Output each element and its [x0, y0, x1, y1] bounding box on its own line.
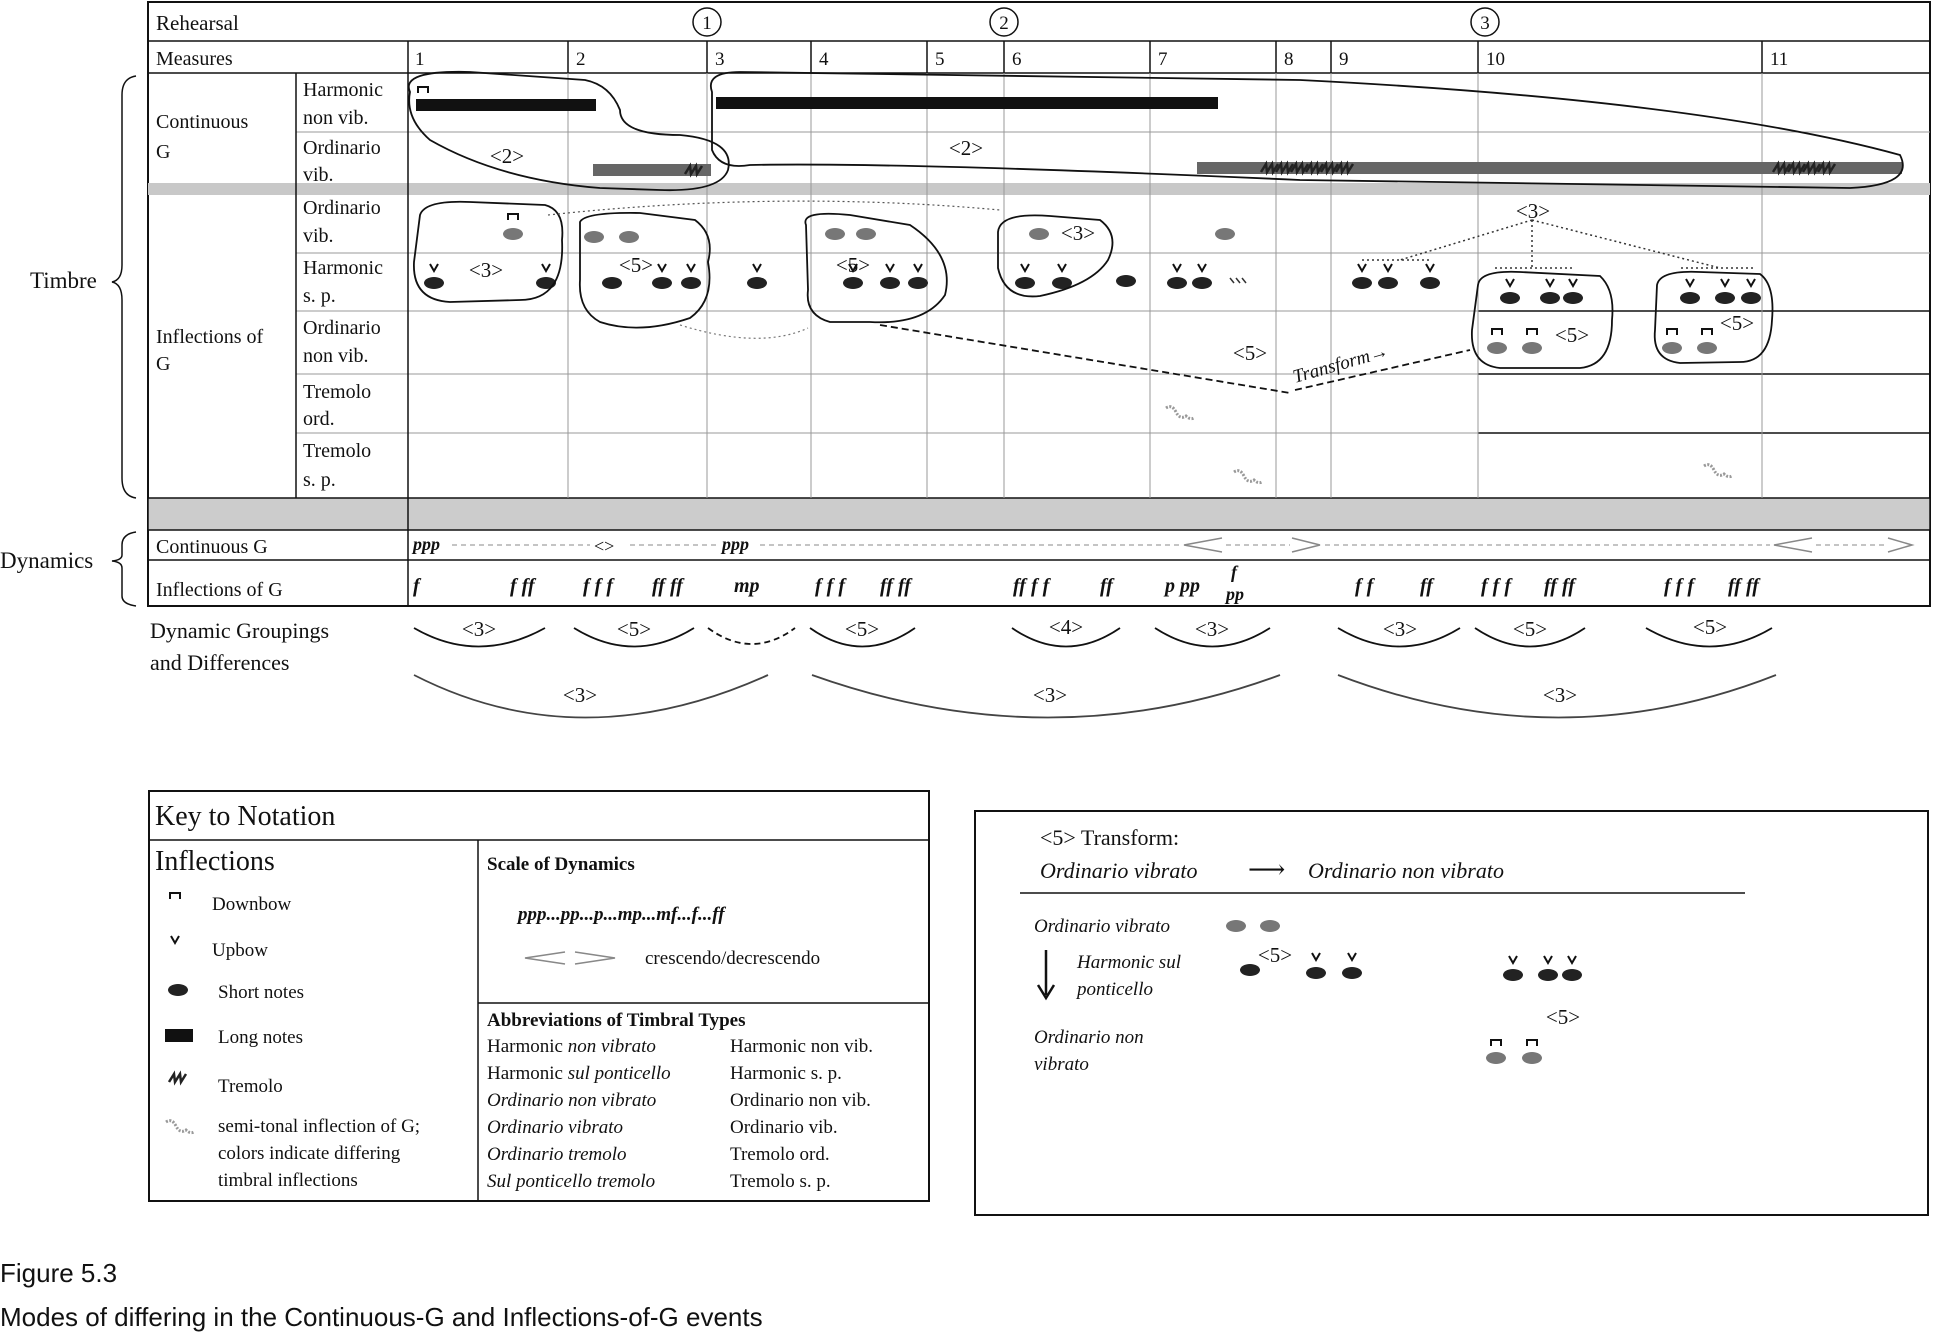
dyn-mark: mp — [734, 575, 760, 597]
dyn-mark: ff — [1420, 575, 1433, 597]
long-note — [416, 99, 596, 111]
row-label-ordinario-non-vib: Ordinario non vib. — [303, 317, 381, 367]
measures-label: Measures — [156, 48, 233, 70]
short-note — [1420, 277, 1440, 289]
grouping-label: <3> — [1542, 683, 1578, 707]
grouping-label: <2> — [489, 144, 525, 168]
short-note — [1167, 277, 1187, 289]
dyn-cresc-2 — [1774, 538, 1812, 552]
svg-text:1: 1 — [702, 13, 712, 34]
dyn-cresc-1 — [1184, 538, 1222, 552]
short-note — [1563, 292, 1583, 304]
grouping-label: <2> — [948, 136, 984, 160]
grouping-label: <3> — [1515, 199, 1551, 223]
svg-text:Harmonic non vibrato: Harmonic non vibrato — [487, 1036, 656, 1057]
score-grid — [148, 2, 1930, 606]
dyn-mark: pp — [1226, 584, 1244, 604]
row-label-ordinario-vib-2: Ordinario vib. — [303, 197, 381, 247]
continuous-g-dyn-label: Continuous G — [156, 536, 268, 558]
row-label-ordinario-vib: Ordinario vib. — [303, 137, 381, 186]
transform-arrow-glyph: ⟶ — [1248, 855, 1286, 884]
downbow-icon — [170, 893, 180, 899]
dyn-mark: p pp — [1165, 575, 1200, 597]
svg-text:3: 3 — [1480, 13, 1490, 34]
grouping-label: <5> — [1719, 311, 1755, 335]
short-note — [1306, 967, 1326, 979]
short-note — [1015, 277, 1035, 289]
short-note — [619, 231, 639, 243]
dyn-mark: f — [1231, 562, 1237, 582]
grouping-loop — [1472, 272, 1613, 368]
short-note — [1680, 292, 1700, 304]
dynamics-section — [150, 534, 1912, 718]
rehearsal-mark-3 — [1471, 8, 1499, 36]
long-note-icon — [165, 1029, 193, 1042]
measure-number: 3 — [715, 49, 725, 70]
transform-box — [975, 811, 1928, 1215]
semitonal-icon — [1704, 465, 1732, 477]
tb-g5: <5> — [1257, 943, 1293, 967]
svg-text:Ordinario tremolo: Ordinario tremolo — [487, 1144, 627, 1165]
grouping-label: <5> — [1512, 617, 1548, 641]
short-note — [1215, 228, 1235, 240]
short-note — [1522, 1052, 1542, 1064]
grouping-label: <3> — [461, 617, 497, 641]
short-note — [536, 277, 556, 289]
measure-number: 9 — [1339, 49, 1349, 70]
row-label-tremolo-sp: Tremolo s. p. — [303, 440, 372, 491]
short-note — [1562, 969, 1582, 981]
dyn-mark: ff ff — [1728, 575, 1759, 597]
short-note — [1697, 342, 1717, 354]
dyn-cresc-decresc: <> — [594, 536, 615, 556]
timbre-brace — [112, 76, 136, 498]
short-note — [503, 228, 523, 240]
dyn-mark: f — [413, 575, 420, 597]
continuous-g-label: Continuous G — [156, 111, 249, 163]
rehearsal-mark-2 — [990, 8, 1018, 36]
svg-text:Harmonic s. p.: Harmonic s. p. — [730, 1063, 842, 1084]
grouping-label: <5> — [616, 617, 652, 641]
figure-caption: Modes of differing in the Continuous-G and Inflections-of-G events — [0, 1302, 763, 1332]
semitonal-icon — [1234, 471, 1262, 483]
key-item: Downbow — [212, 894, 292, 915]
grouping-label: <5> — [844, 617, 880, 641]
measure-number: 2 — [576, 49, 586, 70]
tb-harm-sp: Harmonic sul ponticello — [1077, 952, 1181, 1000]
grouping-label: <3> — [562, 683, 598, 707]
dyn-mark: f f f — [583, 575, 613, 597]
transform-label: Transform→ — [1290, 340, 1391, 388]
key-title: Key to Notation — [155, 801, 336, 832]
tb-ord-vib: Ordinario vibrato — [1034, 916, 1170, 937]
upbow-icon — [171, 936, 179, 943]
short-note — [1378, 277, 1398, 289]
tremolo-icon — [169, 1074, 186, 1082]
transform-to: Ordinario non vibrato — [1308, 858, 1504, 883]
short-note — [825, 228, 845, 240]
continuous-g-events — [409, 72, 1903, 190]
short-note — [681, 277, 701, 289]
measure-number: 1 — [415, 49, 425, 70]
row-label-harmonic-sp: Harmonic s. p. — [303, 257, 383, 307]
dyn-mark: ff ff — [1544, 575, 1575, 597]
short-note — [1352, 277, 1372, 289]
short-note — [1192, 277, 1212, 289]
dyn-mark: f f f — [815, 575, 845, 597]
short-note — [1486, 1052, 1506, 1064]
key-item: Upbow — [212, 940, 268, 961]
grouping-label: <3> — [1194, 617, 1230, 641]
transform-title: <5> Transform: — [1040, 825, 1180, 850]
svg-text:Harmonic non vib.: Harmonic non vib. — [730, 1036, 874, 1057]
short-note — [602, 277, 622, 289]
dyn-decresc-2 — [1888, 538, 1912, 552]
dyn-mark: f f f — [1664, 575, 1694, 597]
transform-from: Ordinario vibrato — [1040, 858, 1198, 883]
short-note — [1029, 228, 1049, 240]
crescendo-decrescendo-icon — [525, 952, 615, 964]
dyn-mark: f ff — [510, 575, 535, 597]
measure-number: 6 — [1012, 49, 1022, 70]
short-note — [1240, 964, 1260, 976]
grouping-arc — [708, 628, 795, 644]
svg-text:Harmonic sul ponticello: Harmonic sul ponticello — [487, 1063, 671, 1084]
short-note — [1741, 292, 1761, 304]
figure-number: Figure 5.3 — [0, 1258, 118, 1288]
grouping-label: <3> — [1060, 221, 1096, 245]
short-note — [856, 228, 876, 240]
semitonal-icon — [1166, 407, 1194, 419]
svg-text:Ordinario vib.: Ordinario vib. — [730, 1117, 838, 1138]
dyn-ppp: ppp — [413, 534, 440, 554]
svg-text:Ordinario non vibrato: Ordinario non vibrato — [487, 1090, 657, 1111]
svg-text:Tremolo ord.: Tremolo ord. — [730, 1144, 830, 1165]
cresc-label: crescendo/decrescendo — [645, 948, 821, 969]
inflection-events — [414, 199, 1773, 483]
long-note — [716, 97, 1218, 109]
short-note — [843, 277, 863, 289]
short-note — [1116, 275, 1136, 287]
inflections-of-g-label: Inflections of G — [156, 326, 264, 375]
measure-number: 7 — [1158, 49, 1168, 70]
inflections-of-g-dyn-label: Inflections of G — [156, 579, 283, 601]
short-note — [1500, 292, 1520, 304]
short-note — [1538, 969, 1558, 981]
dyn-ppp-2: ppp — [722, 534, 749, 554]
dynamics-brace — [112, 532, 136, 606]
svg-text:Ordinario non vib.: Ordinario non vib. — [730, 1090, 871, 1111]
semitonal-text: semi-tonal inflection of G; colors indicate differing timbral inflections — [218, 1116, 421, 1191]
grouping-label: <3> — [1382, 617, 1418, 641]
dyn-mark: f f — [1355, 575, 1374, 597]
abbr-heading: Abbreviations of Timbral Types — [487, 1010, 746, 1031]
measure-numbers — [415, 49, 1788, 70]
row-labels — [303, 79, 383, 491]
grouping-label: <5> — [618, 253, 654, 277]
grouping-label: <4> — [1048, 615, 1084, 639]
semitonal-icon — [166, 1121, 194, 1133]
dyn-mark: ff f f — [1013, 575, 1050, 597]
timbre-label: Timbre — [30, 268, 97, 293]
short-note-icon — [168, 984, 188, 996]
svg-text:Ordinario vibrato: Ordinario vibrato — [487, 1117, 623, 1138]
short-note — [424, 277, 444, 289]
short-note — [1662, 342, 1682, 354]
short-note — [1487, 342, 1507, 354]
short-note — [1503, 969, 1523, 981]
short-note — [880, 277, 900, 289]
abbreviation-table — [487, 1036, 873, 1192]
svg-text:Tremolo s. p.: Tremolo s. p. — [730, 1171, 831, 1192]
row-label-tremolo-ord: Tremolo ord. — [303, 381, 372, 430]
rehearsal-label: Rehearsal — [156, 11, 239, 35]
key-to-notation — [149, 791, 929, 1201]
short-note — [652, 277, 672, 289]
short-note — [747, 277, 767, 289]
short-note — [584, 231, 604, 243]
grouping-label: <5> — [1232, 341, 1268, 365]
tb-ord-non-vib: Ordinario non vibrato — [1034, 1027, 1144, 1075]
short-note — [908, 277, 928, 289]
rehearsal-mark-1 — [693, 8, 721, 36]
svg-text:Sul ponticello tremolo: Sul ponticello tremolo — [487, 1171, 656, 1192]
inflections-heading: Inflections — [155, 846, 275, 877]
short-note — [1342, 967, 1362, 979]
grouping-label: <5> — [835, 253, 871, 277]
dyn-mark: ff ff — [652, 575, 683, 597]
svg-text:2: 2 — [999, 13, 1009, 34]
scale-text: ppp...pp...p...mp...mf...f...ff — [518, 904, 725, 925]
short-note — [1226, 920, 1246, 932]
measure-number: 4 — [819, 49, 829, 70]
short-note — [1260, 920, 1280, 932]
dynamic-groupings-title: Dynamic Groupings and Differences — [150, 618, 330, 675]
key-item: Long notes — [218, 1027, 303, 1048]
grouping-label: <5> — [1554, 323, 1590, 347]
row-label-harmonic-non-vib: Harmonic non vib. — [303, 79, 383, 129]
short-note — [1540, 292, 1560, 304]
grouping-label: <3> — [1032, 683, 1068, 707]
grouping-label: <3> — [468, 258, 504, 282]
measure-number: 8 — [1284, 49, 1294, 70]
short-note — [1715, 292, 1735, 304]
key-item: Short notes — [218, 982, 305, 1003]
measure-number: 11 — [1770, 49, 1789, 70]
measure-number: 5 — [935, 49, 945, 70]
key-item: Tremolo — [218, 1076, 283, 1097]
down-arrow-icon — [1038, 950, 1054, 998]
scale-heading: Scale of Dynamics — [487, 854, 635, 875]
dyn-decresc-1 — [1292, 538, 1320, 552]
grouping-label: <5> — [1692, 615, 1728, 639]
dynamics-label: Dynamics — [0, 548, 94, 573]
dyn-mark: ff ff — [880, 575, 911, 597]
tb-g5-2: <5> — [1545, 1005, 1581, 1029]
dyn-mark: f f f — [1481, 575, 1511, 597]
grouping-loop — [805, 214, 946, 323]
dyn-mark: ff — [1100, 575, 1113, 597]
short-note — [1522, 342, 1542, 354]
measure-number: 10 — [1486, 49, 1505, 70]
